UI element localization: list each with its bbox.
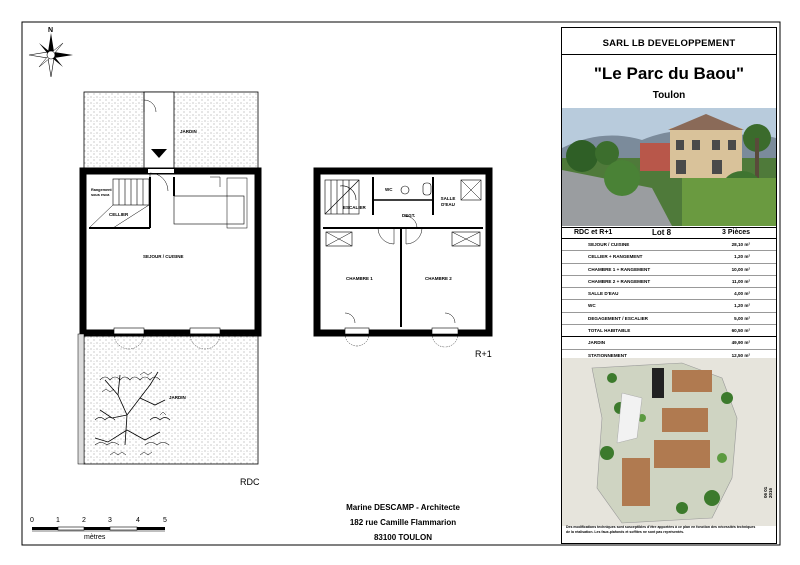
scale-tick-4: 4 bbox=[136, 517, 140, 524]
surface-label: WC bbox=[588, 303, 596, 309]
info-panel bbox=[561, 27, 777, 544]
surface-row bbox=[562, 313, 776, 325]
surface-value: 5,00 m² bbox=[734, 315, 750, 321]
compass-north-icon bbox=[29, 27, 73, 77]
surface-label: DEGAGEMENT / ESCALIER bbox=[588, 315, 648, 321]
scale-tick-5: 5 bbox=[163, 517, 167, 524]
project-title: "Le Parc du Baou" bbox=[593, 64, 745, 83]
room-label-cellier: CELLIER bbox=[109, 212, 129, 217]
surface-label: SALLE D'EAU bbox=[588, 291, 619, 297]
surface-row bbox=[562, 325, 776, 337]
architect-city: 83100 TOULON bbox=[373, 533, 433, 542]
room-label-rangement: Rangement sous esca bbox=[91, 188, 112, 197]
surface-value: 10,00 m² bbox=[731, 266, 750, 272]
surface-label: STATIONNEMENT bbox=[588, 352, 627, 358]
surface-label: TOTAL HABITABLE bbox=[588, 328, 631, 334]
company-name: SARL LB DEVELOPPEMENT bbox=[602, 38, 736, 49]
surface-row bbox=[562, 288, 776, 300]
surface-value: 1,20 m² bbox=[734, 303, 750, 309]
lot-header bbox=[562, 227, 776, 239]
disclaimer-text: Des modifications techniques sont susceptibles d'être apportées à ce plan en fonction des nécessités techniques de la réalisation. Les faux-plafonds et soffites ne sont pas représentés. bbox=[566, 525, 756, 534]
level-label-rdc: RDC bbox=[240, 477, 260, 487]
surface-label: CELLIER + RANGEMENT bbox=[588, 254, 643, 260]
surface-row bbox=[562, 276, 776, 288]
surface-value: 49,90 m² bbox=[731, 340, 750, 346]
surface-value: 1,20 m² bbox=[734, 254, 750, 260]
scale-tick-3: 3 bbox=[108, 517, 112, 524]
surface-table bbox=[562, 239, 776, 374]
svg-text:N: N bbox=[48, 27, 54, 34]
surface-value: 11,00 m² bbox=[731, 278, 750, 284]
architect-address: 182 rue Camille Flammarion bbox=[349, 518, 457, 527]
surface-row bbox=[562, 264, 776, 276]
scale-bar bbox=[32, 527, 165, 531]
room-label-degt: DEGT. bbox=[402, 213, 416, 218]
room-label-jardin-bottom: JARDIN bbox=[169, 395, 186, 400]
surface-row bbox=[562, 239, 776, 251]
room-count: 3 Pièces bbox=[722, 229, 751, 236]
surface-label: JARDIN bbox=[588, 340, 606, 346]
render-photo bbox=[562, 108, 776, 226]
architect-name: Marine DESCAMP - Architecte bbox=[346, 503, 460, 512]
surface-label: CHAMBRE 1 + RANGEMENT bbox=[588, 266, 651, 272]
room-label-escalier: ESCALIER bbox=[343, 205, 366, 210]
scale-tick-2: 2 bbox=[82, 517, 86, 524]
surface-row bbox=[562, 300, 776, 312]
surface-row bbox=[562, 251, 776, 263]
surface-value: 12,50 m² bbox=[731, 352, 750, 358]
surface-label: CHAMBRE 2 + RANGEMENT bbox=[588, 278, 651, 284]
room-label-sejour: SEJOUR / CUISINE bbox=[143, 254, 184, 259]
scale-tick-0: 0 bbox=[30, 517, 34, 524]
surface-row bbox=[562, 337, 776, 349]
room-label-wc: WC bbox=[385, 187, 393, 192]
lot-number: Lot 8 bbox=[652, 228, 672, 237]
surface-label: SEJOUR / CUISINE bbox=[588, 242, 630, 247]
surface-value: 4,00 m² bbox=[734, 291, 750, 297]
surface-value: 28,10 m² bbox=[731, 242, 750, 247]
scale-tick-1: 1 bbox=[56, 517, 60, 524]
room-label-salle-eau: SALLE D'EAU bbox=[440, 196, 456, 207]
site-plan bbox=[562, 358, 776, 526]
level-info: RDC et R+1 bbox=[574, 229, 613, 236]
level-label-r1: R+1 bbox=[475, 349, 492, 359]
room-label-chambre-1: CHAMBRE 1 bbox=[346, 276, 373, 281]
project-city: Toulon bbox=[652, 90, 686, 101]
plan-date: 06 01 2016 bbox=[763, 486, 773, 498]
room-label-jardin-top: JARDIN bbox=[180, 129, 197, 134]
room-label-chambre-2: CHAMBRE 2 bbox=[425, 276, 452, 281]
surface-value: 60,50 m² bbox=[731, 328, 750, 334]
scale-unit: mètres bbox=[84, 534, 106, 541]
